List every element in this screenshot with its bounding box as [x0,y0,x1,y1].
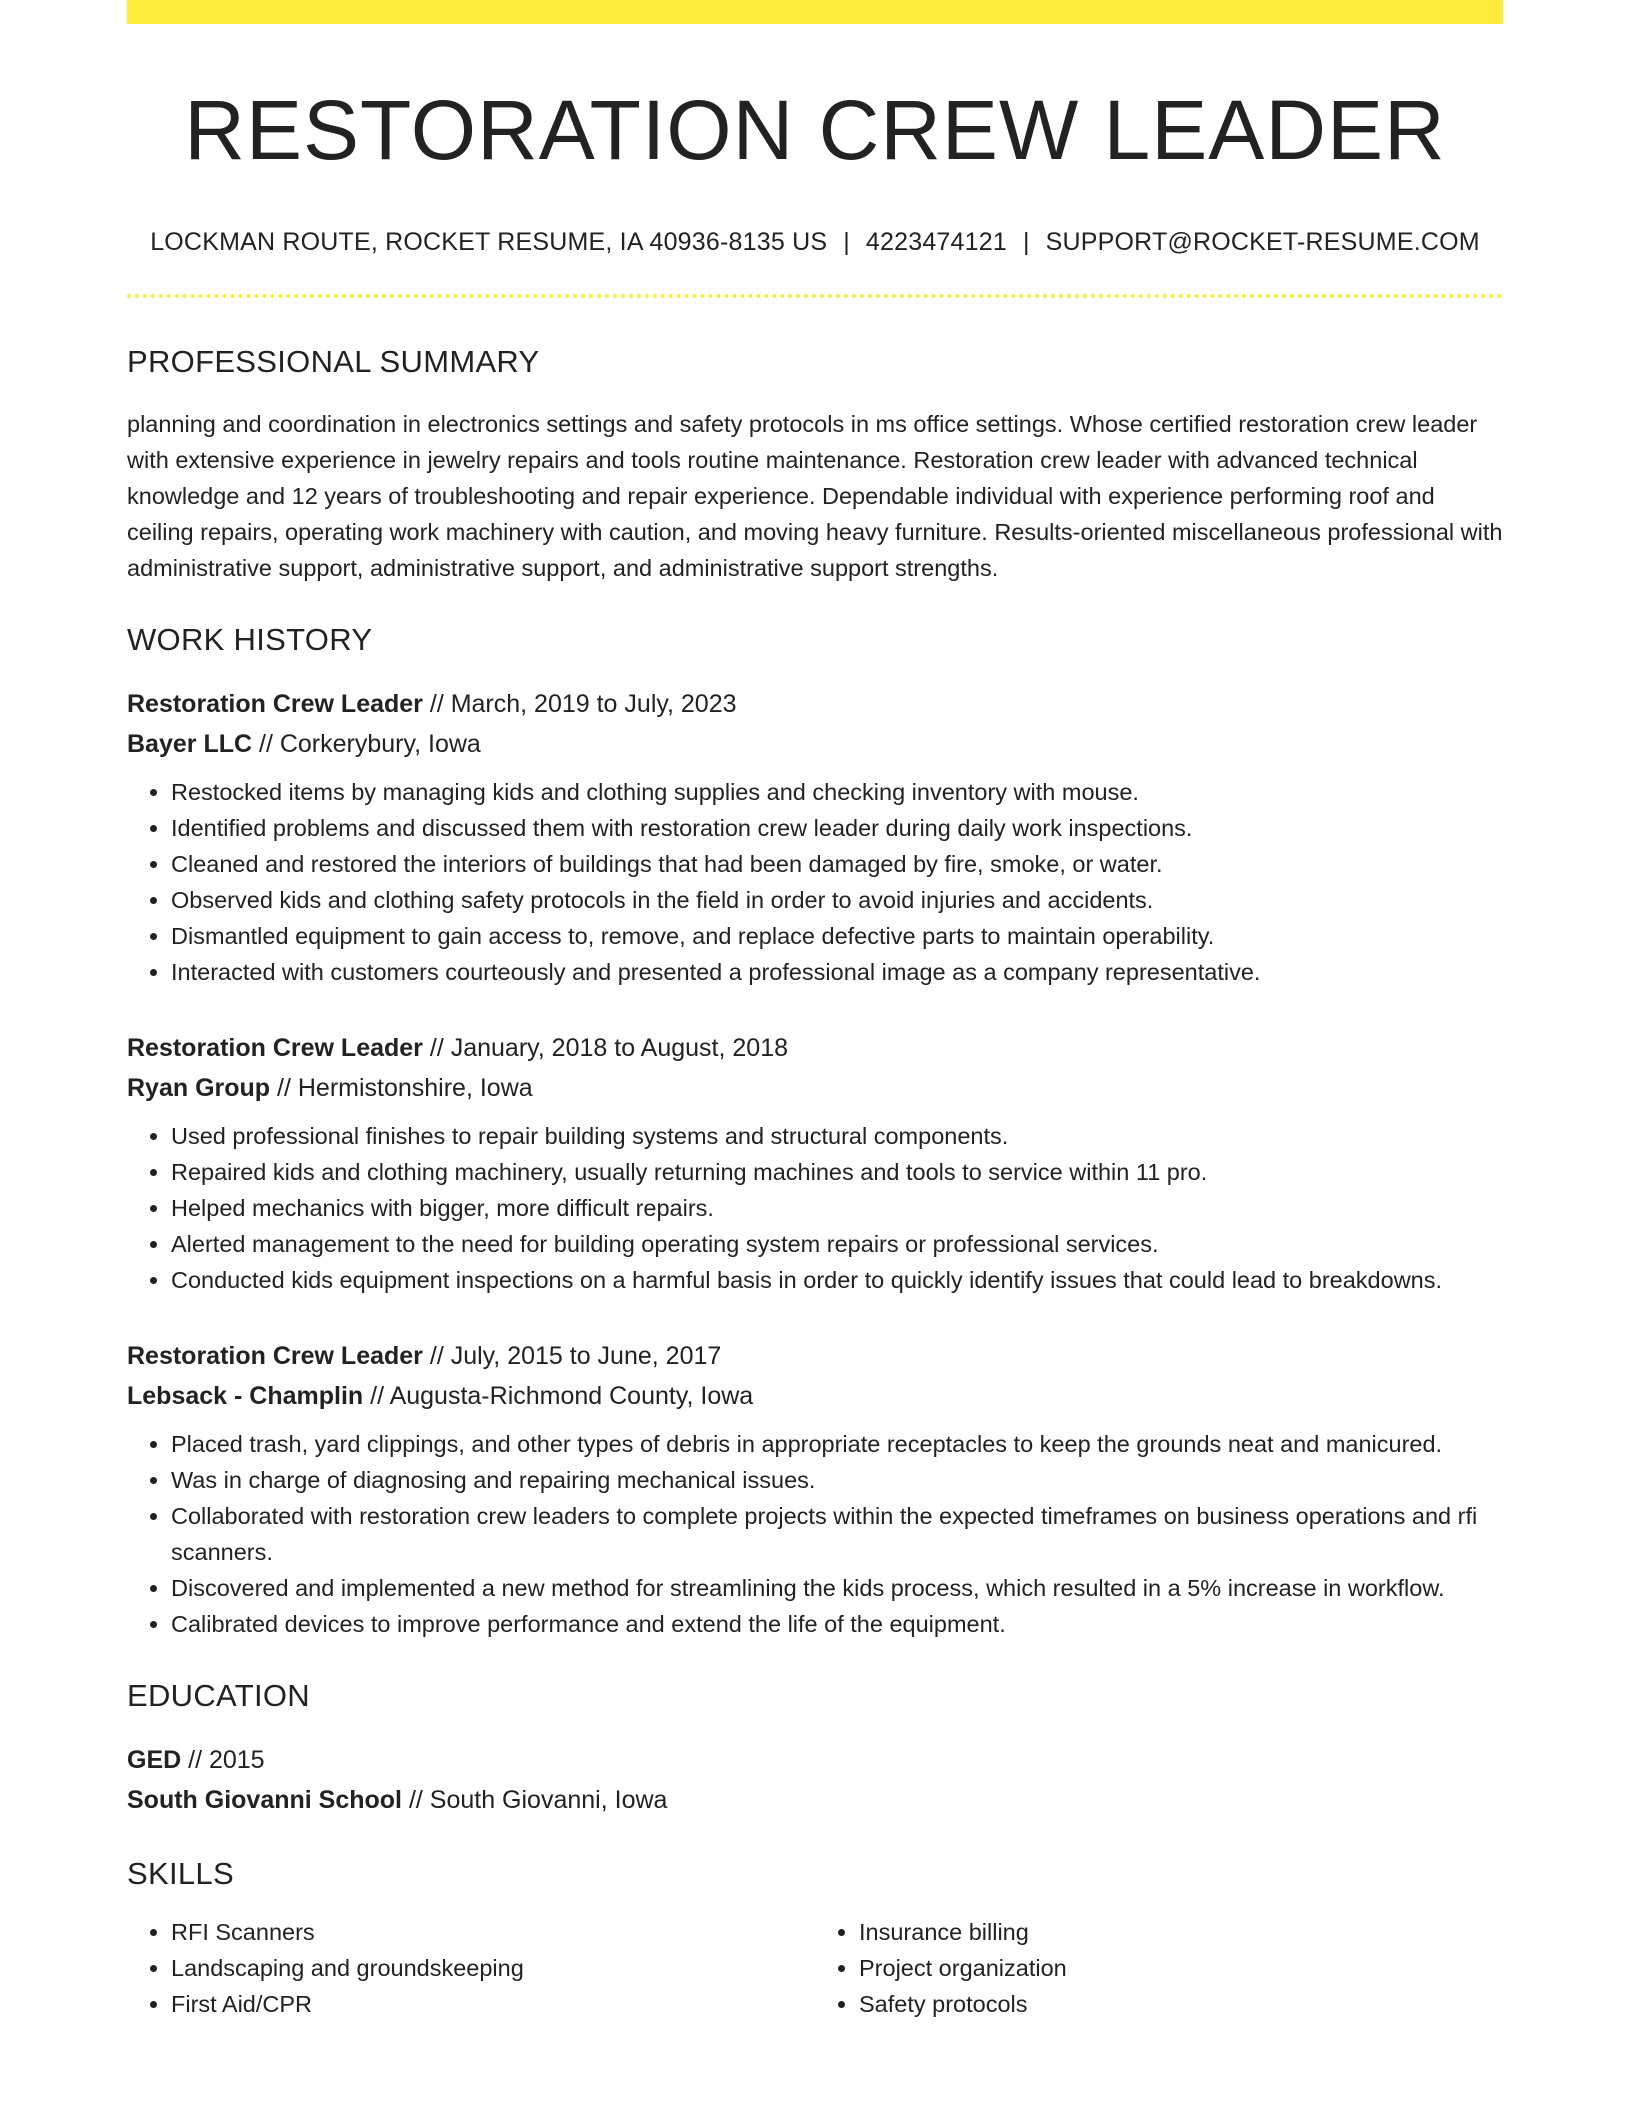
skills-heading: SKILLS [127,1856,234,1892]
job-bullet: • Collaborated with restoration crew leaders to complete projects within the expected timeframes on business operations and rfi scanners. [171,1498,1503,1570]
job-bullet: • Repaired kids and clothing machinery, usually returning machines and tools to service within 11 pro. [171,1154,1503,1190]
job-bullets [127,1118,1503,1298]
job-bullet: • Alerted management to the need for building operating system repairs or professional services. [171,1226,1503,1262]
job-title-line [127,684,1503,724]
education-year: // 2015 [181,1746,265,1775]
education-heading: EDUCATION [127,1678,310,1714]
job-bullet: • Was in charge of diagnosing and repairing mechanical issues. [171,1462,1503,1498]
job-role: Restoration Crew Leader [127,1342,423,1371]
job-bullet: • Helped mechanics with bigger, more difficult repairs. [171,1190,1503,1226]
job-dates: // March, 2019 to July, 2023 [422,690,737,719]
job-dates: // July, 2015 to June, 2017 [422,1342,722,1371]
job-bullet: • Discovered and implemented a new method for streamlining the kids process, which resulted in a 5% increase in workflow. [171,1570,1503,1606]
contact-email: SUPPORT@ROCKET-RESUME.COM [1045,228,1480,257]
resume-page [127,0,1503,2022]
job-bullet: • Conducted kids equipment inspections on a harmful basis in order to quickly identify issues that could lead to breakdowns. [171,1262,1503,1298]
job-bullet: • Restocked items by managing kids and clothing supplies and checking inventory with mouse. [171,774,1503,810]
job-role: Restoration Crew Leader [127,1034,423,1063]
education-degree: GED [127,1746,182,1775]
job-bullets [127,1426,1503,1642]
job-entry [127,684,1503,990]
contact-address: LOCKMAN ROUTE, ROCKET RESUME, IA 40936-8135 US [150,228,828,257]
job-company-line [127,724,1503,764]
job-dates: // January, 2018 to August, 2018 [422,1034,788,1063]
job-company: Lebsack - Champlin [127,1382,364,1411]
skills-left-column [127,1914,815,2022]
summary-text: planning and coordination in electronics settings and safety protocols in ms office settings. Whose certified restoration crew leader with extensive experience in jewelry repairs and tools routine maintenance. Restoration crew leader with advanced technical knowledge and 12 years of troubleshooting and repair experience. Dependable individual with experience performing roof and ceiling repairs, operating work machinery with caution, and moving heavy furniture. Results-oriented miscellaneous professional with administrative support, administrative support, and administrative support strengths. [127,411,1503,582]
header-divider [127,294,1503,298]
top-accent-bar [127,0,1503,24]
contact-separator: | [843,228,850,257]
skills-right-column [815,1914,1503,2022]
skill-item: • First Aid/CPR [171,1986,815,2022]
skill-item: • Insurance billing [859,1914,1503,1950]
job-title-line [127,1028,1503,1068]
summary-heading: PROFESSIONAL SUMMARY [127,344,540,380]
education-degree-line [127,1740,1503,1780]
job-bullet: • Interacted with customers courteously and presented a professional image as a company representative. [171,954,1503,990]
education-entry [127,1740,1503,1820]
job-bullet: • Cleaned and restored the interiors of buildings that had been damaged by fire, smoke, or water. [171,846,1503,882]
skills-columns [127,1914,1503,2022]
job-bullet: • Observed kids and clothing safety protocols in the field in order to avoid injuries and accidents. [171,882,1503,918]
education-school: South Giovanni School [127,1786,402,1815]
job-bullet: • Placed trash, yard clippings, and other types of debris in appropriate receptacles to keep the grounds neat and manicured. [171,1426,1503,1462]
contact-separator: | [1022,228,1030,257]
education-school-line [127,1780,1503,1820]
skill-item: • Safety protocols [859,1986,1503,2022]
work-history-heading: WORK HISTORY [127,622,373,658]
job-location: // Corkerybury, Iowa [252,730,481,759]
job-company: Ryan Group [127,1074,271,1103]
skill-item: • Project organization [859,1950,1503,1986]
skill-item: • RFI Scanners [171,1914,815,1950]
job-company: Bayer LLC [127,730,253,759]
job-role: Restoration Crew Leader [127,690,423,719]
contact-phone: 4223474121 [865,228,1007,257]
job-bullet: • Calibrated devices to improve performance and extend the life of the equipment. [171,1606,1503,1642]
job-entry [127,1028,1503,1298]
job-company-line [127,1376,1503,1416]
job-title-line [127,1336,1503,1376]
education-location: // South Giovanni, Iowa [402,1786,668,1815]
job-company-line [127,1068,1503,1108]
skill-item: • Landscaping and groundskeeping [171,1950,815,1986]
job-bullets [127,774,1503,990]
resume-name: RESTORATION CREW LEADER [184,83,1446,177]
job-bullet: • Used professional finishes to repair building systems and structural components. [171,1118,1503,1154]
job-bullet: • Dismantled equipment to gain access to, remove, and replace defective parts to maintain operability. [171,918,1503,954]
job-entry [127,1336,1503,1642]
job-location: // Hermistonshire, Iowa [270,1074,533,1103]
job-bullet: • Identified problems and discussed them with restoration crew leader during daily work inspections. [171,810,1503,846]
contact-line [127,228,1503,257]
job-location: // Augusta-Richmond County, Iowa [363,1382,754,1411]
